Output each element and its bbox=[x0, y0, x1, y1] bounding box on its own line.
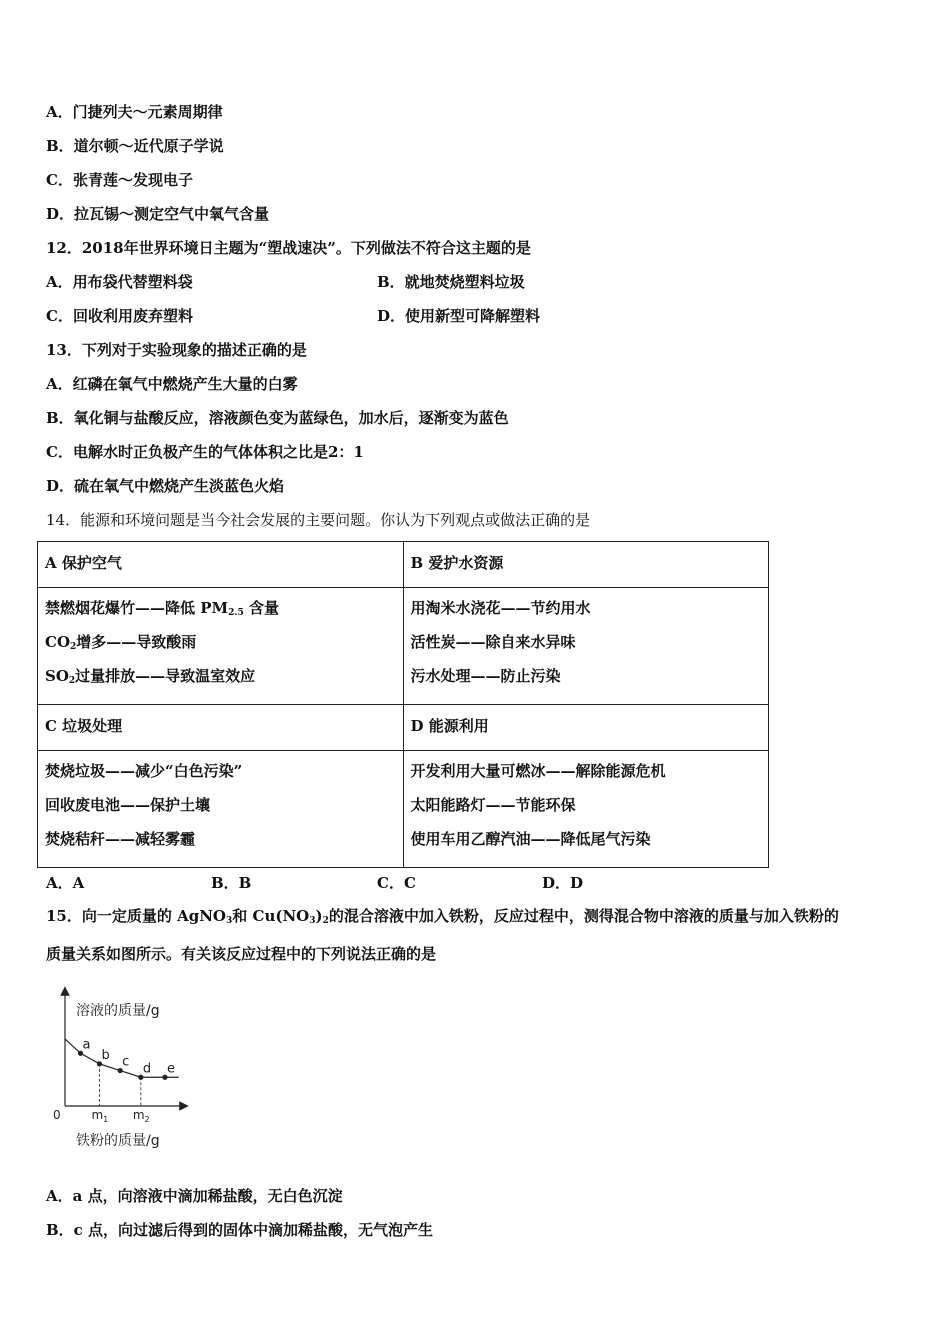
q12-option-a: A．用布袋代替塑料袋 bbox=[46, 273, 193, 291]
q15-stem-line-2: 质量关系如图所示。有关该反应过程中的下列说法正确的是 bbox=[46, 945, 437, 963]
q13-option-a: A．红磷在氧气中燃烧产生大量的白雾 bbox=[46, 375, 298, 393]
q14-answer-b: B．B bbox=[211, 874, 252, 892]
x-axis-label: 铁粉的质量/g bbox=[76, 1133, 160, 1149]
table-cell-d-title: D 能源利用 bbox=[403, 705, 769, 751]
x-tick-m2: $m_2$ bbox=[132, 1108, 150, 1124]
q13-option-b: B．氧化铜与盐酸反应，溶液颜色变为蓝绿色，加水后，逐渐变为蓝色 bbox=[46, 409, 509, 427]
solution-mass-chart bbox=[46, 985, 206, 1155]
q13-option-d: D．硫在氧气中燃烧产生淡蓝色火焰 bbox=[46, 477, 285, 495]
table-cell-b-body bbox=[403, 588, 769, 705]
table-cell-c-body bbox=[38, 751, 404, 868]
point-label-b: b bbox=[101, 1047, 110, 1063]
table-b-line-2: 活性炭——除自来水异味 bbox=[410, 633, 576, 651]
x-tick-m1: $m_1$ bbox=[91, 1108, 109, 1124]
q15-option-b: B．c 点，向过滤后得到的固体中滴加稀盐酸，无气泡产生 bbox=[46, 1221, 434, 1239]
q11-option-d: D．拉瓦锡～测定空气中氧气含量 bbox=[46, 205, 270, 223]
point-label-e: e bbox=[166, 1061, 175, 1077]
point-label-c: c bbox=[122, 1054, 130, 1070]
origin-label: 0 bbox=[53, 1108, 61, 1122]
y-axis-label: 溶液的质量/g bbox=[76, 1003, 160, 1019]
table-a-line-1: 禁燃烟花爆竹——降低 $PM_{2.5}$ 含量 bbox=[45, 599, 280, 618]
q14-answer-d: D．D bbox=[542, 874, 584, 892]
q13-stem: 13．下列对于实验现象的描述正确的是 bbox=[46, 341, 307, 359]
table-b-line-1: 用淘米水浇花——节约用水 bbox=[410, 599, 591, 617]
table-cell-c-title: C 垃圾处理 bbox=[38, 705, 404, 751]
q14-stem: 14．能源和环境问题是当今社会发展的主要问题。你认为下列观点或做法正确的是 bbox=[46, 511, 591, 529]
table-d-line-1: 开发利用大量可燃冰——解除能源危机 bbox=[410, 762, 666, 780]
table-c-line-1: 焚烧垃圾——减少“白色污染” bbox=[45, 762, 243, 780]
point-label-a: a bbox=[82, 1037, 91, 1053]
q15-stem-line-1: 15．向一定质量的 AgNO$_3$和 $Cu(NO_3)_2$的混合溶液中加入铁粉，反应过程中，测得混合物中溶液的质量与加入铁粉的 bbox=[46, 907, 839, 926]
table-c-line-2: 回收废电池——保护土壤 bbox=[45, 796, 211, 814]
q14-options-table bbox=[37, 541, 769, 868]
table-cell-b-title: B 爱护水资源 bbox=[403, 542, 769, 588]
q14-answer-c: C．C bbox=[377, 874, 416, 892]
table-b-line-3: 污水处理——防止污染 bbox=[410, 667, 561, 685]
table-c-line-3: 焚烧秸秆——减轻雾霾 bbox=[45, 830, 196, 848]
table-a-line-2: $CO_2$增多——导致酸雨 bbox=[45, 633, 197, 652]
q14-answer-a: A．A bbox=[46, 874, 85, 892]
q11-option-c: C．张青莲～发现电子 bbox=[46, 171, 193, 189]
q12-stem: 12．2018年世界环境日主题为“塑战速决”。下列做法不符合这主题的是 bbox=[46, 239, 531, 257]
table-d-line-2: 太阳能路灯——节能环保 bbox=[410, 796, 576, 814]
q12-option-b: B．就地焚烧塑料垃圾 bbox=[377, 273, 525, 291]
q12-option-d: D．使用新型可降解塑料 bbox=[377, 307, 541, 325]
table-cell-d-body bbox=[403, 751, 769, 868]
q15-option-a: A．a 点，向溶液中滴加稀盐酸，无白色沉淀 bbox=[46, 1187, 343, 1205]
q13-option-c: C．电解水时正负极产生的气体体积之比是2：1 bbox=[46, 443, 364, 461]
q11-option-a: A．门捷列夫～元素周期律 bbox=[46, 103, 223, 121]
q12-option-c: C．回收利用废弃塑料 bbox=[46, 307, 193, 325]
table-d-line-3: 使用车用乙醇汽油——降低尾气污染 bbox=[410, 830, 651, 848]
table-a-line-3: $SO_2$过量排放——导致温室效应 bbox=[45, 667, 256, 686]
point-label-d: d bbox=[142, 1061, 152, 1077]
table-cell-a-title: A 保护空气 bbox=[38, 542, 404, 588]
q11-option-b: B．道尔顿～近代原子学说 bbox=[46, 137, 224, 155]
table-cell-a-body bbox=[38, 588, 404, 705]
